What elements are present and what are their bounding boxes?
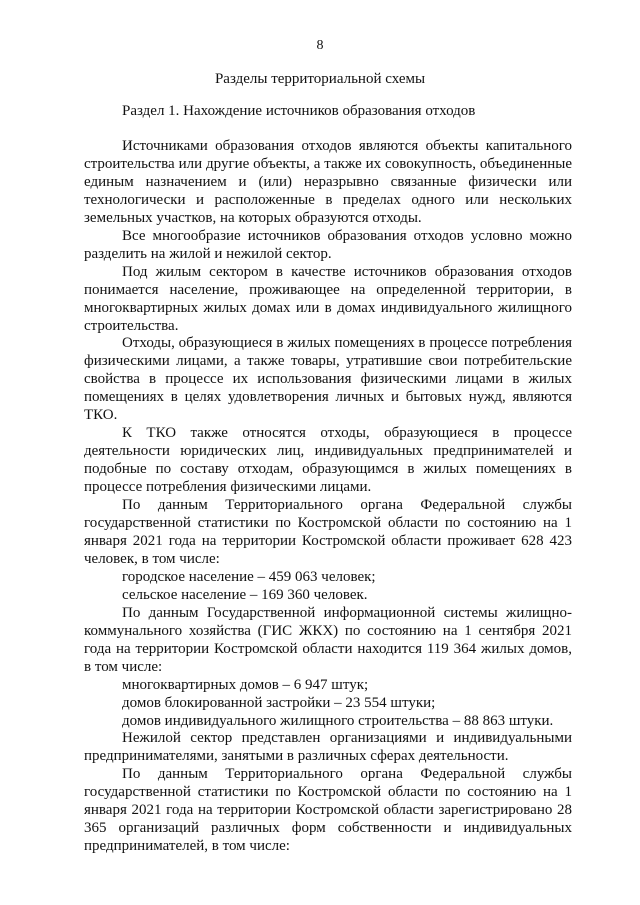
page-number: 8 (316, 38, 324, 53)
paragraph: Под жилым сектором в качестве источников образования отходов понимается население, проживающее на определенной территории, в многоквартирных жилых домах или в домах индивидуального жилищного строительства. (84, 263, 572, 334)
document-body (84, 138, 572, 856)
list-item: сельское население – 169 360 человек. (122, 586, 368, 603)
list-item: домов блокированной застройки – 23 554 штуки; (122, 694, 436, 711)
paragraph: По данным Государственной информационной системы жилищно-коммунального хозяйства (ГИС ЖКХ) по состоянию на 1 сентября 2021 года на территории Костромской области находится 119 364 жилых домов, в том числе: (84, 604, 572, 675)
subsection-title: Раздел 1. Нахождение источников образования отходов (122, 103, 476, 119)
section-title: Разделы территориальной схемы (214, 71, 426, 87)
paragraph: Отходы, образующиеся в жилых помещениях в процессе потребления физическими лицами, а также товары, утратившие свои потребительские свойства в процессе их использования физическими лицами в жилых помещениях в целях удовлетворения личных и бытовых нужд, являются ТКО. (84, 335, 572, 424)
paragraph: По данным Территориального органа Федеральной службы государственной статистики по Костромской области по состоянию на 1 января 2021 года на территории Костромской области зарегистрировано 28 365 организаций различных форм собственности и индивидуальных предпринимателей, в том числе: (84, 766, 572, 855)
paragraph: Все многообразие источников образования отходов условно можно разделить на жилой и нежилой сектор. (84, 227, 572, 262)
list-item: городское население – 459 063 человек; (122, 568, 376, 585)
paragraph: Нежилой сектор представлен организациями и индивидуальными предпринимателями, занятыми в различных сферах деятельности. (84, 730, 572, 765)
paragraph: Источниками образования отходов являются объекты капитального строительства или другие объекты, а также их совокупность, объединенные единым назначением и (или) неразрывно связанные физически или технологически и расположенные в пределах одного или нескольких земельных участков, на которых образуются отходы. (84, 138, 572, 226)
paragraph: К ТКО также относятся отходы, образующиеся в процессе деятельности юридических лиц, индивидуальных предпринимателей и подобные по составу отходам, образующимся в жилых помещениях в процессе потребления физическими лицами. (84, 425, 572, 496)
list-item: домов индивидуального жилищного строительства – 88 863 штуки. (122, 712, 554, 729)
paragraph: По данным Территориального органа Федеральной службы государственной статистики по Костромской области по состоянию на 1 января 2021 года на территории Костромской области проживает 628 423 человек, в том числе: (84, 497, 572, 567)
list-item: многоквартирных домов – 6 947 штук; (122, 676, 369, 693)
